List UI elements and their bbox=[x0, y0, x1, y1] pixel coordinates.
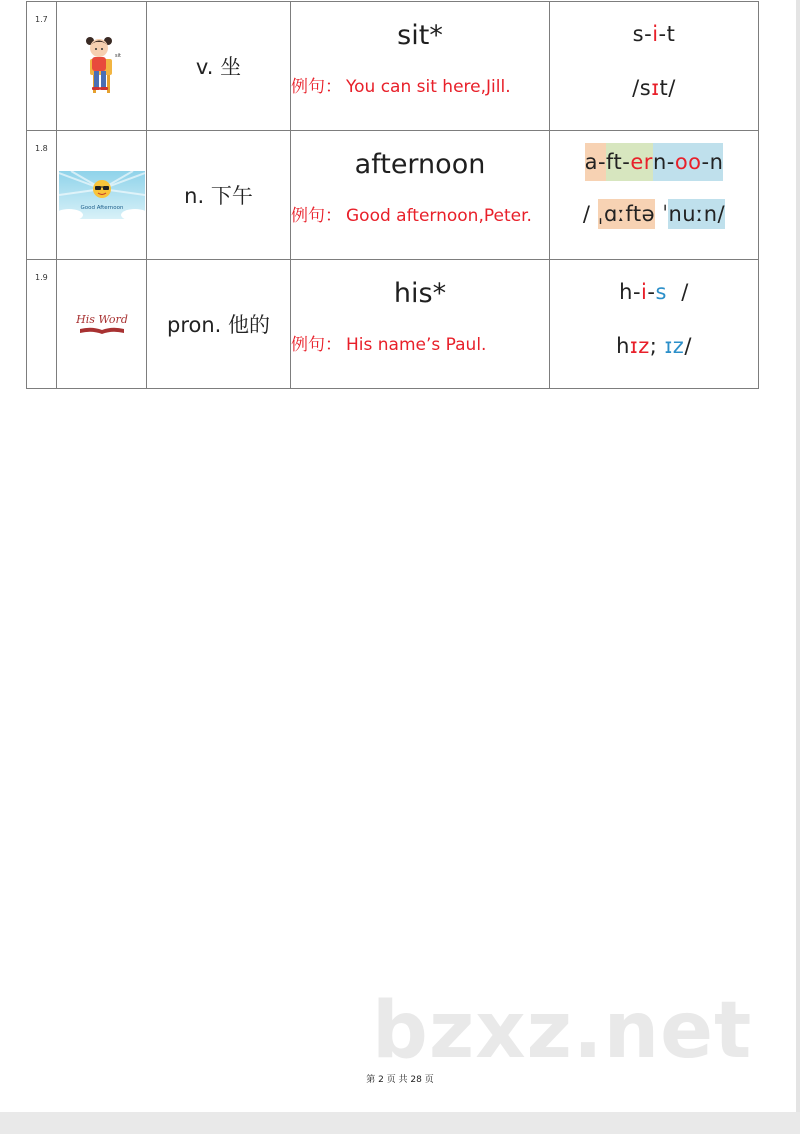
image-caption: Good Afternoon bbox=[79, 205, 124, 211]
part-of-speech-cell bbox=[147, 2, 291, 131]
example-text: His name’s Paul. bbox=[346, 335, 487, 355]
example-text: You can sit here,Jill. bbox=[346, 77, 511, 97]
example-sentence bbox=[291, 201, 532, 226]
example-label: 例句： bbox=[291, 335, 342, 355]
ipa-transcription: hɪz; ɪz/ bbox=[616, 334, 692, 358]
vocab-word: afternoon bbox=[354, 149, 486, 180]
girl-sitting-on-chair-icon bbox=[57, 2, 146, 130]
example-label: 例句： bbox=[291, 206, 342, 226]
table-row bbox=[27, 2, 759, 131]
syllable-spelling: h-i-s / bbox=[619, 280, 689, 304]
index-cell bbox=[27, 2, 57, 131]
row-index: 1.8 bbox=[35, 144, 48, 153]
word-cell bbox=[291, 131, 550, 260]
part-of-speech: pron. 他的 bbox=[166, 313, 270, 337]
his-word-book-icon bbox=[57, 260, 146, 388]
vocab-word: his* bbox=[393, 278, 447, 309]
row-index: 1.7 bbox=[35, 15, 48, 24]
vocab-word: sit* bbox=[397, 20, 443, 51]
example-label: 例句： bbox=[291, 77, 342, 97]
image-cell bbox=[57, 260, 147, 389]
word-cell bbox=[291, 260, 550, 389]
part-of-speech: n. 下午 bbox=[184, 184, 253, 208]
watermark: bzxz.net bbox=[372, 986, 753, 1076]
image-caption: sit bbox=[114, 53, 121, 59]
image-cell bbox=[57, 2, 147, 131]
part-of-speech-cell bbox=[147, 260, 291, 389]
example-sentence bbox=[291, 72, 511, 97]
page-gap bbox=[0, 1112, 800, 1134]
ipa-transcription: / ˌɑːftə ˈnuːn/ bbox=[550, 199, 758, 229]
index-cell bbox=[27, 260, 57, 389]
row-index: 1.9 bbox=[35, 273, 48, 282]
syllable-spelling: s-i-t bbox=[632, 22, 676, 46]
vocabulary-table bbox=[26, 1, 759, 389]
image-caption: His Word bbox=[75, 313, 128, 326]
phonics-cell bbox=[550, 2, 759, 131]
page-shadow bbox=[796, 0, 800, 1112]
index-cell bbox=[27, 131, 57, 260]
example-sentence bbox=[291, 330, 486, 355]
table-row bbox=[27, 131, 759, 260]
part-of-speech: v. 坐 bbox=[195, 55, 242, 79]
phonics-cell bbox=[550, 131, 759, 260]
page-number: 第 2 页 共 28 页 bbox=[366, 1075, 434, 1085]
word-cell bbox=[291, 2, 550, 131]
sun-with-sunglasses-icon bbox=[57, 131, 146, 259]
phonics-cell bbox=[550, 260, 759, 389]
table-row bbox=[27, 260, 759, 389]
part-of-speech-cell bbox=[147, 131, 291, 260]
syllable-spelling: a-ft-ern-oo-n bbox=[550, 143, 758, 181]
image-cell bbox=[57, 131, 147, 260]
ipa-transcription: /sɪt/ bbox=[632, 76, 676, 100]
example-text: Good afternoon,Peter. bbox=[346, 206, 532, 226]
